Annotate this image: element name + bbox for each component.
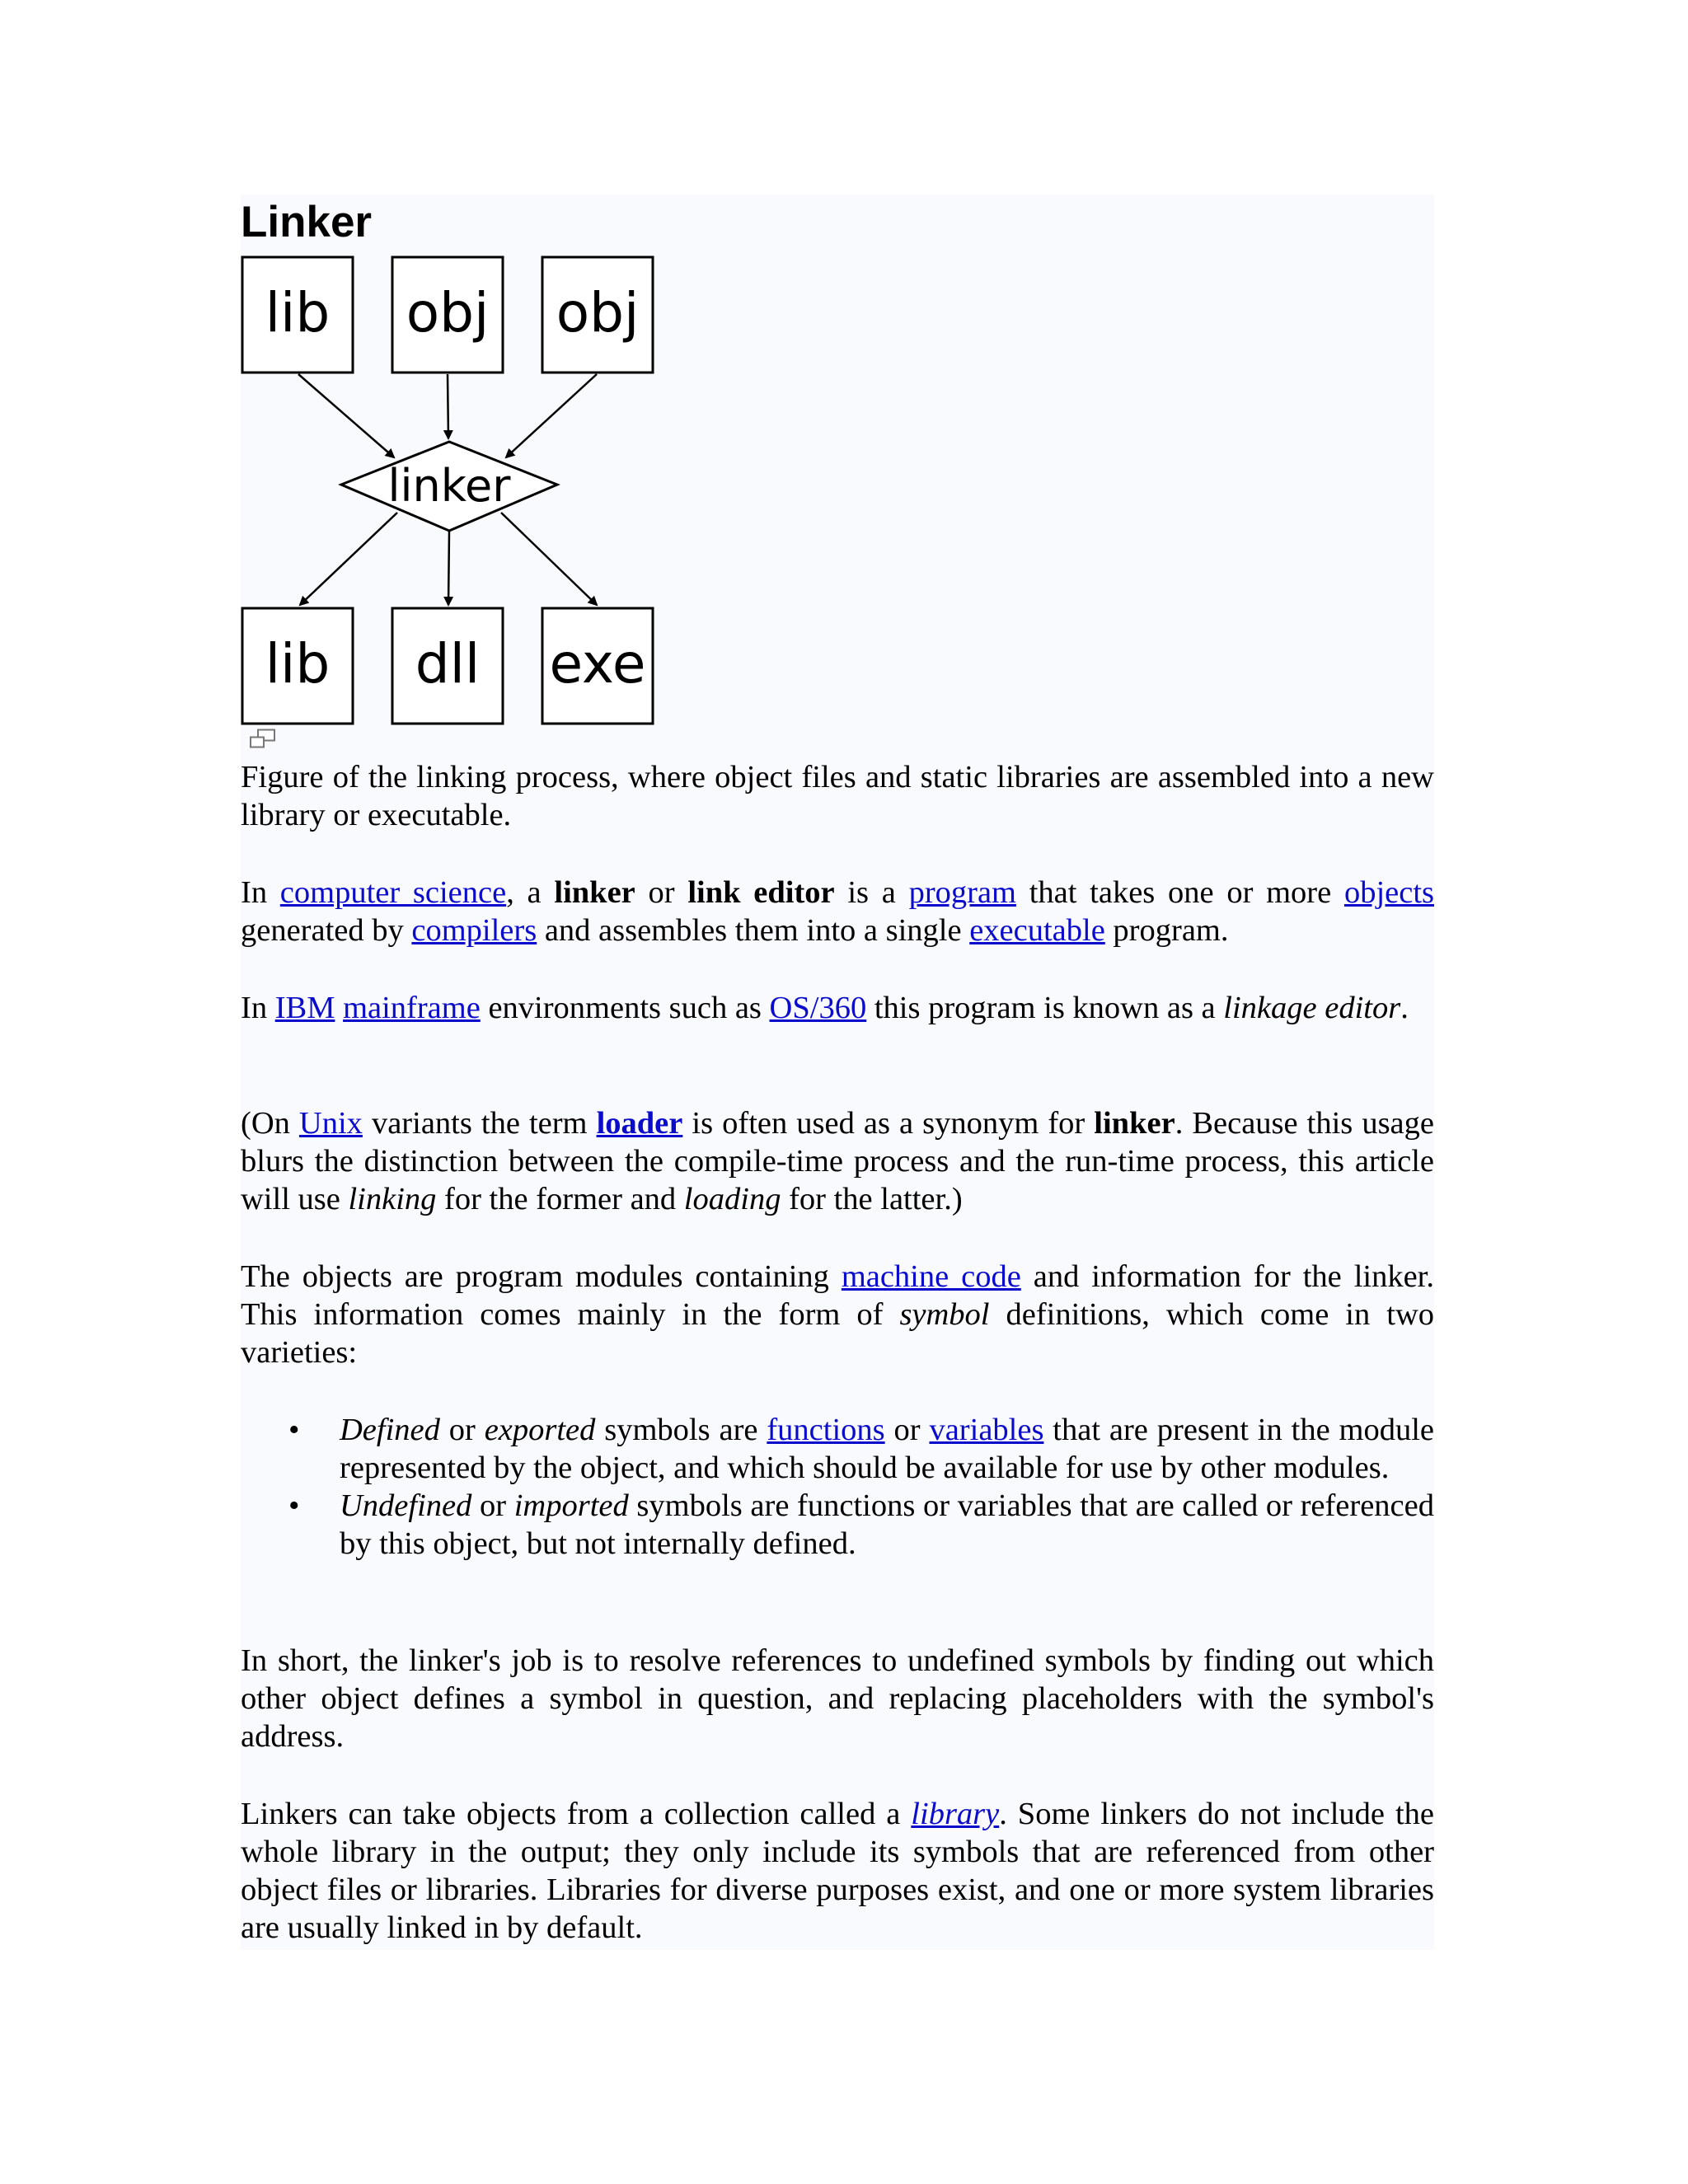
- link-compilers[interactable]: compilers: [411, 913, 537, 948]
- italic-term-defined: Defined: [340, 1413, 440, 1447]
- output-label-dll: dll: [415, 632, 481, 696]
- text: is often used as a synonym for: [682, 1106, 1095, 1141]
- link-variables[interactable]: variables: [929, 1413, 1044, 1447]
- link-library[interactable]: library: [911, 1797, 1000, 1831]
- arrow-linker-to-lib: [300, 513, 397, 605]
- text: . Because this usage blurs the distinction between the compile-time process and the run-time process, this article will use: [241, 1106, 1434, 1216]
- text: symbols are functions or variables that are called or referenced by this object, but not internally defined.: [340, 1488, 1434, 1561]
- italic-term-linking: linking: [348, 1182, 437, 1216]
- link-executable[interactable]: executable: [969, 913, 1105, 948]
- paragraph-libraries: [241, 1795, 1434, 1947]
- bold-term-linker: linker: [1094, 1106, 1175, 1141]
- linker-label: linker: [387, 460, 511, 512]
- page-title: Linker: [241, 198, 373, 246]
- text: symbols are: [595, 1413, 767, 1447]
- text: this program is known as a: [866, 991, 1224, 1025]
- link-ibm[interactable]: IBM: [274, 991, 335, 1025]
- symbol-list: [241, 1411, 1434, 1563]
- paragraph-definition: [241, 874, 1434, 949]
- italic-term-undefined: Undefined: [340, 1488, 472, 1523]
- text: or: [439, 1413, 485, 1447]
- output-box-lib: [242, 608, 353, 724]
- bold-term-link-editor: link editor: [687, 875, 835, 910]
- text: or: [635, 875, 688, 910]
- article-content: [241, 194, 1434, 1950]
- linker-diagram: [241, 255, 656, 750]
- text: The objects are program modules containing: [241, 1259, 842, 1294]
- italic-term-symbol: symbol: [899, 1297, 990, 1332]
- text: . Some linkers do not include the whole library in the output; they only include its symbols that are referenced from other object files or libraries. Libraries for diverse purposes exist, and one or more system libraries are usually linked in by default.: [241, 1797, 1434, 1945]
- paragraph-ibm: [241, 989, 1434, 1027]
- text: definitions, which come in two varieties:: [241, 1297, 1434, 1370]
- link-loader[interactable]: loader: [596, 1106, 683, 1141]
- text: for the former and: [436, 1182, 684, 1216]
- italic-term-imported: imported: [513, 1488, 629, 1523]
- text: program.: [1104, 913, 1229, 948]
- text: In: [241, 991, 275, 1025]
- text: for the latter.): [781, 1182, 963, 1216]
- text: generated by: [241, 913, 412, 948]
- output-label-lib: lib: [265, 632, 331, 696]
- input-box-lib: [242, 257, 353, 373]
- text: In: [241, 875, 280, 910]
- link-unix[interactable]: Unix: [298, 1106, 363, 1141]
- link-computer-science[interactable]: computer science: [279, 875, 507, 910]
- link-functions[interactable]: functions: [767, 1413, 885, 1447]
- link-mainframe[interactable]: mainframe: [343, 991, 481, 1025]
- arrow-lib-to-linker: [298, 374, 394, 457]
- input-box-obj-2: [542, 257, 653, 373]
- text: variants the term: [362, 1106, 597, 1141]
- text: is a: [834, 875, 909, 910]
- paragraph-resolve: In short, the linker's job is to resolve references to undefined symbols by finding out which other object defines a symbol in question, and replacing placeholders with the symbol's address.: [241, 1643, 1434, 1754]
- text: or: [884, 1413, 930, 1447]
- italic-term-exported: exported: [484, 1413, 596, 1447]
- text: Linkers can take objects from a collection called a: [241, 1797, 912, 1831]
- text: and information for the linker. This information comes mainly in the form of: [241, 1259, 1434, 1332]
- text: and assembles them into a single: [537, 913, 970, 948]
- output-box-exe: [542, 608, 653, 724]
- paragraph-unix: [241, 1104, 1434, 1218]
- link-objects[interactable]: objects: [1343, 875, 1435, 910]
- input-label-lib: lib: [265, 281, 331, 344]
- text: (On: [241, 1106, 299, 1141]
- italic-term-linkage-editor: linkage editor: [1223, 991, 1401, 1025]
- list-item-defined: [241, 1411, 1434, 1487]
- italic-term-loading: loading: [683, 1182, 781, 1216]
- text: .: [1400, 991, 1409, 1025]
- arrow-linker-to-dll: [448, 531, 449, 605]
- paragraph-objects: [241, 1258, 1434, 1371]
- text: [335, 991, 343, 1025]
- text: , a: [506, 875, 555, 910]
- input-label-obj-2: obj: [556, 281, 640, 344]
- text: or: [471, 1488, 514, 1523]
- arrow-linker-to-exe: [501, 513, 597, 605]
- text: that takes one or more: [1016, 875, 1344, 910]
- text: that are present in the module represented by the object, and which should be available for use by other modules.: [340, 1413, 1435, 1485]
- linker-diamond: [341, 442, 557, 531]
- link-os360[interactable]: OS/360: [769, 991, 867, 1025]
- input-box-obj-1: [392, 257, 503, 373]
- enlarge-icon[interactable]: [249, 729, 277, 750]
- text: environments such as: [480, 991, 770, 1025]
- figure-caption: Figure of the linking process, where object files and static libraries are assembled into a new library or executable.: [241, 760, 1434, 832]
- bold-term-linker: linker: [554, 875, 635, 910]
- list-item-undefined: [241, 1487, 1434, 1563]
- output-box-dll: [392, 608, 503, 724]
- output-label-exe: exe: [549, 632, 646, 696]
- link-machine-code[interactable]: machine code: [841, 1259, 1021, 1294]
- link-program[interactable]: program: [908, 875, 1016, 910]
- arrow-obj2-to-linker: [506, 374, 597, 457]
- input-label-obj-1: obj: [406, 281, 490, 344]
